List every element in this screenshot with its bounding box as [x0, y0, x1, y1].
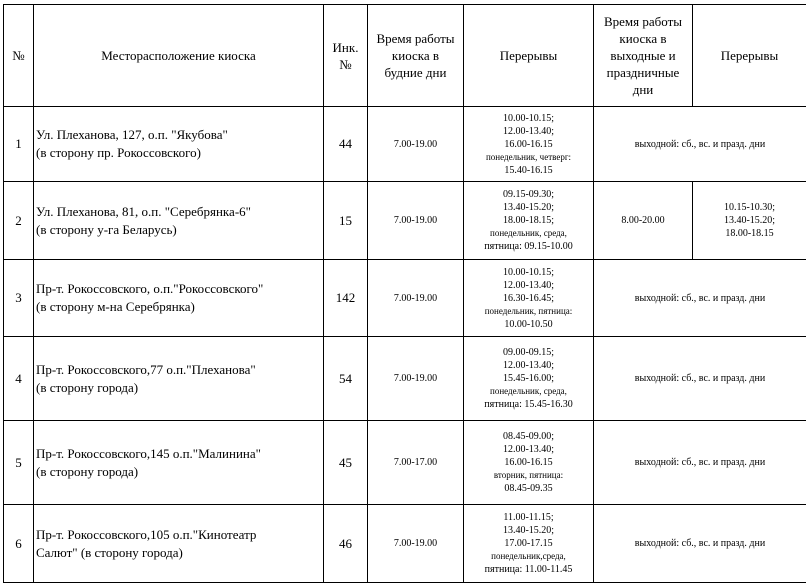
- weekend-break-line: 18.00-18.15: [725, 228, 774, 239]
- location-line: Салют" (в сторону города): [36, 544, 183, 560]
- row-breaks: [464, 337, 594, 421]
- header-weekend-line: выходные и: [610, 48, 676, 63]
- header-inv-line: Инк.: [332, 39, 359, 55]
- row-inv-number: 46: [324, 505, 368, 583]
- break-line: 09.00-09.15;: [502, 347, 555, 358]
- row-weekday-hours: 7.00-17.00: [368, 421, 464, 505]
- header-weekday-line: киоска в: [391, 48, 440, 63]
- break-line: понедельник, среда,: [490, 228, 567, 238]
- weekend-break-line: 10.15-10.30;: [723, 202, 776, 213]
- location-line: (в сторону пр. Рокоссовского): [36, 145, 201, 160]
- row-weekend-off: выходной: сб., вс. и празд. дни: [594, 260, 806, 337]
- break-line: 08.45-09.00;: [502, 431, 555, 442]
- row-inv-number: 45: [324, 421, 368, 505]
- break-line: пятница: 09.15-10.00: [484, 241, 573, 252]
- location-line: Пр-т. Рокоссовского,77 о.п."Плеханова": [36, 361, 256, 377]
- break-line: понедельник, четверг:: [485, 151, 572, 162]
- break-line: понедельник,среда,: [491, 551, 566, 561]
- break-line: 13.40-15.20;: [502, 202, 555, 213]
- row-breaks: [464, 107, 594, 182]
- header-weekend-line: Время работы: [603, 14, 683, 29]
- break-line: 16.00-16.15: [504, 138, 553, 150]
- row-weekend-hours: 8.00-20.00: [594, 182, 693, 260]
- break-line: 16.00-16.15: [504, 457, 553, 468]
- row-location: [34, 505, 324, 583]
- row-number: 6: [4, 505, 34, 583]
- break-line: понедельник, пятница:: [484, 305, 573, 316]
- break-line: понедельник, среда,: [490, 386, 567, 396]
- header-weekday-line: будние дни: [384, 65, 447, 80]
- table-row: [4, 107, 806, 182]
- break-line: 15.40-16.15: [504, 164, 553, 176]
- header-weekend-line: дни: [632, 82, 654, 97]
- row-weekend-off: выходной: сб., вс. и празд. дни: [594, 107, 806, 182]
- row-weekday-hours: 7.00-19.00: [368, 337, 464, 421]
- row-breaks: [464, 505, 594, 583]
- break-line: 09.15-09.30;: [502, 189, 555, 200]
- break-line: вторник, пятница:: [493, 470, 564, 480]
- header-num: №: [4, 5, 34, 107]
- break-line: 10.00-10.50: [504, 318, 553, 330]
- header-inv: [324, 5, 368, 107]
- break-line: 16.30-16.45;: [502, 292, 555, 304]
- break-line: 12.00-13.40;: [502, 125, 555, 137]
- row-location: [34, 337, 324, 421]
- table-row: [4, 505, 806, 583]
- row-number: 2: [4, 182, 34, 260]
- row-weekday-hours: 7.00-19.00: [368, 107, 464, 182]
- table-row: [4, 337, 806, 421]
- break-line: 10.00-10.15;: [502, 266, 555, 278]
- header-weekday-hours: [368, 5, 464, 107]
- break-line: пятница: 11.00-11.45: [484, 564, 573, 575]
- break-line: 15.45-16.00;: [502, 373, 555, 384]
- kiosk-schedule-table: [3, 4, 806, 583]
- break-line: 12.00-13.40;: [502, 279, 555, 291]
- location-line: (в сторону м-на Серебрянка): [36, 299, 195, 314]
- break-line: 11.00-11.15;: [503, 512, 554, 523]
- row-number: 1: [4, 107, 34, 182]
- break-line: 12.00-13.40;: [502, 360, 555, 371]
- row-weekend-off: выходной: сб., вс. и празд. дни: [594, 337, 806, 421]
- row-inv-number: 54: [324, 337, 368, 421]
- break-line: 10.00-10.15;: [502, 112, 555, 124]
- location-line: Пр-т. Рокоссовского,145 о.п."Малинина": [36, 445, 261, 461]
- row-inv-number: 15: [324, 182, 368, 260]
- row-number: 4: [4, 337, 34, 421]
- row-number: 5: [4, 421, 34, 505]
- table-row: [4, 421, 806, 505]
- location-line: (в сторону у-га Беларусь): [36, 221, 177, 237]
- break-line: 17.00-17.15: [504, 538, 553, 549]
- break-line: 08.45-09.35: [504, 483, 553, 494]
- header-row: [4, 5, 806, 107]
- location-line: Ул. Плеханова, 81, о.п. "Серебрянка-6": [36, 203, 251, 219]
- row-weekday-hours: 7.00-19.00: [368, 182, 464, 260]
- row-breaks: [464, 182, 594, 260]
- row-weekend-off: выходной: сб., вс. и празд. дни: [594, 505, 806, 583]
- row-weekday-hours: 7.00-19.00: [368, 260, 464, 337]
- row-weekday-hours: 7.00-19.00: [368, 505, 464, 583]
- location-line: Ул. Плеханова, 127, о.п. "Якубова": [36, 127, 228, 142]
- header-weekend-hours: [594, 5, 693, 107]
- row-breaks: [464, 260, 594, 337]
- row-inv-number: 44: [324, 107, 368, 182]
- location-line: (в сторону города): [36, 379, 139, 395]
- location-line: Пр-т. Рокоссовского, о.п."Рокоссовского": [36, 281, 264, 296]
- row-breaks: [464, 421, 594, 505]
- header-inv-line: №: [339, 56, 352, 72]
- table-row: [4, 260, 806, 337]
- row-location: [34, 182, 324, 260]
- table-row: [4, 182, 806, 260]
- row-weekend-off: выходной: сб., вс. и празд. дни: [594, 421, 806, 505]
- row-location: [34, 260, 324, 337]
- break-line: пятница: 15.45-16.30: [484, 399, 573, 410]
- header-weekday-line: Время работы: [376, 31, 455, 46]
- row-inv-number: 142: [324, 260, 368, 337]
- header-weekend-line: праздничные: [606, 65, 680, 80]
- header-breaks-weekend: Перерывы: [693, 5, 806, 107]
- location-line: Пр-т. Рокоссовского,105 о.п."Кинотеатр: [36, 526, 257, 542]
- weekend-break-line: 13.40-15.20;: [723, 215, 776, 226]
- header-location: Месторасположение киоска: [34, 5, 324, 107]
- header-weekend-line: киоска в: [619, 31, 667, 46]
- row-weekend-breaks: [693, 182, 806, 260]
- break-line: 12.00-13.40;: [502, 444, 555, 455]
- row-number: 3: [4, 260, 34, 337]
- break-line: 18.00-18.15;: [502, 215, 555, 226]
- row-location: [34, 421, 324, 505]
- break-line: 13.40-15.20;: [502, 525, 555, 536]
- header-breaks: Перерывы: [464, 5, 594, 107]
- location-line: (в сторону города): [36, 463, 139, 479]
- row-location: [34, 107, 324, 182]
